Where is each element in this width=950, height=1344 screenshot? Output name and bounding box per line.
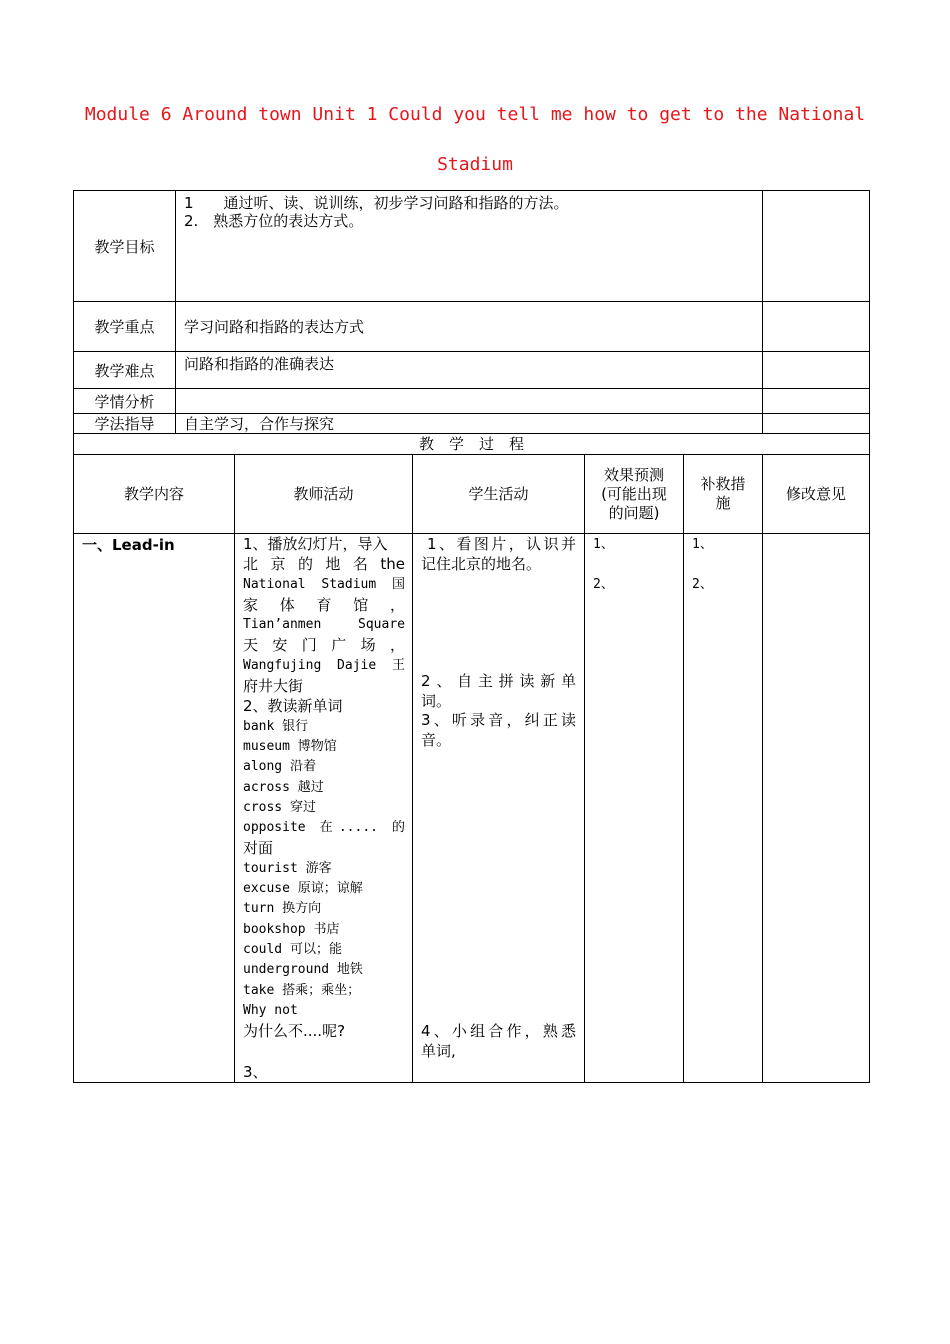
method-label: 学法指导 xyxy=(74,414,176,434)
teacher-activity-line: underground 地铁 xyxy=(243,962,363,978)
header-content: 教学内容 xyxy=(74,455,235,534)
goals-cell xyxy=(176,191,763,302)
student-line: 记住北京的地名。 xyxy=(421,555,542,574)
goals-label: 教学目标 xyxy=(74,191,176,302)
teacher-activity-line: excuse 原谅；谅解 xyxy=(243,881,363,897)
teacher-activity-line: opposite 在..... 的 xyxy=(243,820,405,836)
content-cell xyxy=(74,534,235,1083)
student-step-2 xyxy=(421,671,576,712)
revision-cell xyxy=(763,534,870,1083)
process-table xyxy=(73,454,870,1083)
teacher-activity-line: National Stadium 国 xyxy=(243,576,405,592)
learner-analysis-note-cell xyxy=(763,389,870,414)
teacher-activity-line: museum 博物馆 xyxy=(243,738,337,754)
header-revision: 修改意见 xyxy=(763,455,870,534)
method-value: 自主学习，合作与探究 xyxy=(176,414,763,434)
teacher-activity-line: 1、播放幻灯片，导入 xyxy=(243,535,388,553)
effect-cell xyxy=(585,534,684,1083)
teacher-activity-line: Why not xyxy=(243,1002,298,1018)
teacher-activity-lines xyxy=(235,534,412,1082)
learner-analysis-value xyxy=(176,389,763,414)
student-line: 2、自主拼读新单 xyxy=(421,672,576,690)
header-student-activity: 学生活动 xyxy=(413,455,585,534)
effect-item: 1、 xyxy=(593,537,614,552)
teacher-activity-line: 对面 xyxy=(243,839,274,858)
page-title-line-1: Module 6 Around town Unit 1 Could you tell me how to get to the National xyxy=(84,104,866,125)
teacher-activity-line: 为什么不....呢? xyxy=(243,1022,346,1041)
goals-note-cell xyxy=(763,191,870,302)
learner-analysis-label: 学情分析 xyxy=(74,389,176,414)
student-step-3 xyxy=(421,710,576,751)
student-line: 单词, xyxy=(421,1042,456,1061)
header-teacher-activity: 教师活动 xyxy=(235,455,413,534)
content-item-lead-in: 一、Lead-in xyxy=(82,536,175,554)
student-activity-cell xyxy=(413,534,585,1083)
method-note-cell xyxy=(763,414,870,434)
teacher-activity-line: Tian’anmen Square xyxy=(243,617,405,633)
process-heading: 教 学 过 程 xyxy=(74,434,870,455)
student-step-1 xyxy=(421,534,576,575)
remedy-item: 2、 xyxy=(692,577,713,592)
header-effect-prediction: 效果预测(可能出现的问题) xyxy=(585,455,684,534)
goal-item: 1 通过听、读、说训练，初步学习问路和指路的方法。 xyxy=(184,194,569,212)
teacher-activity-cell xyxy=(235,534,413,1083)
teacher-activity-line: 府井大街 xyxy=(243,677,304,696)
remedy-cell xyxy=(684,534,763,1083)
teacher-activity-line: bank 银行 xyxy=(243,718,309,734)
teacher-activity-line: Wangfujing Dajie 王 xyxy=(243,657,405,673)
student-step-4 xyxy=(421,1021,576,1062)
teacher-activity-line: across 越过 xyxy=(243,779,324,795)
teacher-activity-line: bookshop 书店 xyxy=(243,921,340,937)
key-points-label: 教学重点 xyxy=(74,302,176,352)
teacher-activity-line: 家 体 育 馆 ， xyxy=(243,595,405,614)
teacher-activity-line: 北 京 的 地 名 the xyxy=(243,555,405,574)
student-line: 1、看图片，认识并 xyxy=(427,535,576,553)
goal-item: 2. 熟悉方位的表达方式。 xyxy=(184,212,364,230)
difficulty-note-cell xyxy=(763,352,870,389)
difficulty-label: 教学难点 xyxy=(74,352,176,389)
teacher-activity-line: 3、 xyxy=(243,1062,268,1081)
teacher-activity-line: 2、教读新单词 xyxy=(243,697,343,716)
effect-item: 2、 xyxy=(593,577,614,592)
teacher-activity-line: cross 穿过 xyxy=(243,799,316,815)
teacher-activity-line xyxy=(243,1041,405,1061)
remedy-item: 1、 xyxy=(692,537,713,552)
teacher-activity-line: turn 换方向 xyxy=(243,901,322,917)
student-line: 词。 xyxy=(421,692,452,711)
student-line: 4、小组合作，熟悉 xyxy=(421,1022,576,1040)
overview-table xyxy=(73,190,870,455)
page-title-line-2: Stadium xyxy=(437,154,513,175)
teacher-activity-line: tourist 游客 xyxy=(243,860,332,876)
key-points-note-cell xyxy=(763,302,870,352)
student-line: 音。 xyxy=(421,731,452,750)
teacher-activity-line: could 可以；能 xyxy=(243,941,342,957)
header-remedy: 补救措施 xyxy=(684,455,763,534)
student-line: 3、听录音，纠正读 xyxy=(421,711,576,729)
difficulty-value: 问路和指路的准确表达 xyxy=(176,352,763,389)
teacher-activity-line: along 沿着 xyxy=(243,759,316,775)
teacher-activity-line: 天 安 门 广 场 ， xyxy=(243,636,405,655)
teacher-activity-line: take 搭乘；乘坐； xyxy=(243,982,361,998)
key-points-value: 学习问路和指路的表达方式 xyxy=(176,302,763,352)
